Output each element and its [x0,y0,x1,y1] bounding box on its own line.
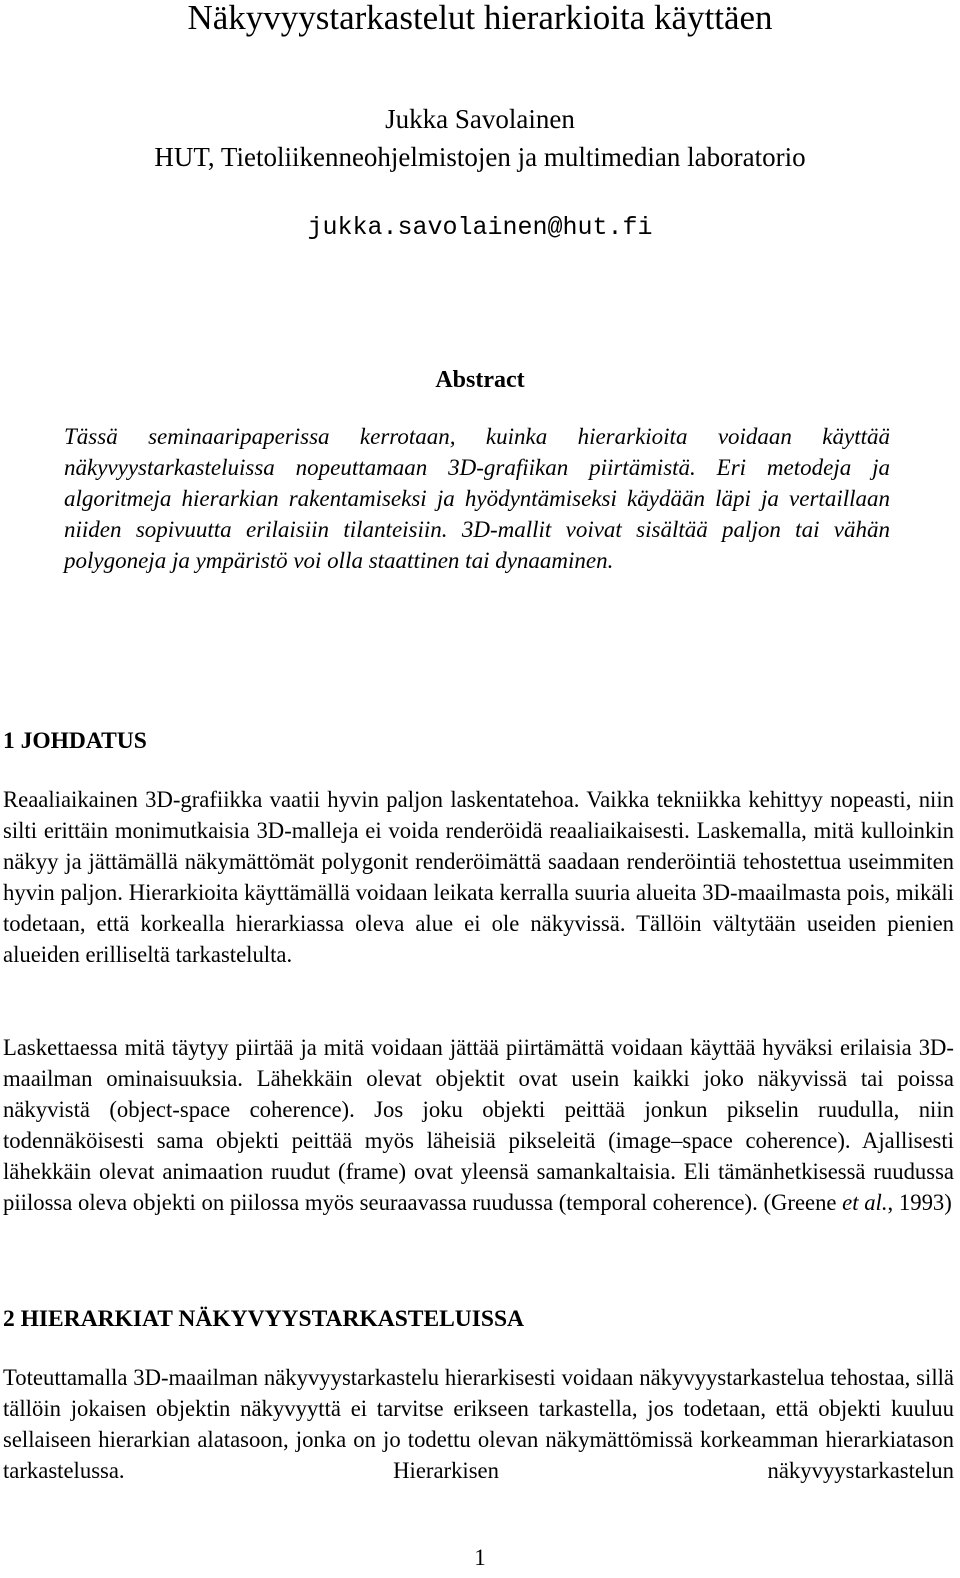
section-heading-2: 2 HIERARKIAT NÄKYVYYSTARKASTELUISSA [3,1306,525,1332]
author-affiliation: HUT, Tietoliikenneohjelmistojen ja multimedian laboratorio [154,142,806,172]
section-1-paragraph-2 [3,1032,954,1218]
section-1-paragraph-1: Reaaliaikainen 3D-grafiikka vaatii hyvin paljon laskentatehoa. Vaikka tekniikka kehittyy nopeasti, niin silti erittäin monimutkaisia 3D-malleja ei voida renderöidä reaaliaikaisesti. Laskemalla, mitä kulloinkin näkyy ja jättämällä näkymättömät polygonit renderöimättä saadaan renderöintiä tehostettua useimmiten hyvin paljon. Hierarkioita käyttämällä voidaan leikata kerralla suuria alueita 3D-maailmasta pois, mikäli todetaan, että korkealla hierarkiassa oleva alue ei ole näkyvissä. Tällöin vältytään useiden pienien alueiden erilliseltä tarkastelulta. [3,787,954,967]
abstract-text: Tässä seminaaripaperissa kerrotaan, kuinka hierarkioita voidaan käyttää näkyvyystarkasteluissa nopeuttamaan 3D-grafiikan piirtämistä. Eri metodeja ja algoritmeja hierarkian rakentamiseksi ja hyödyntämiseksi käydään läpi ja vertaillaan niiden sopivuutta erilaisiin tilanteisiin. 3D-mallit voivat sisältää paljon tai vähän polygoneja ja ympäristö voi olla staattinen tai dynaaminen. [64,424,890,573]
citation-et-al: et al. [842,1190,888,1215]
abstract-heading: Abstract [435,367,525,393]
section-heading-1: 1 JOHDATUS [3,728,147,754]
page-number: 1 [474,1545,486,1570]
section-2-paragraph-1: Toteuttamalla 3D-maailman näkyvyystarkastelu hierarkisesti voidaan näkyvyystarkastelua tehostaa, sillä tällöin jokaisen objektin näkyvyyttä ei tarvitse erikseen tarkastella, jos todetaan, että objekti kuuluu sellaiseen hierarkian alatasoon, jonka on jo todettu olevan näkymättömissä korkeamman hierarkiatason tarkastelussa. Hierarkisen näkyvyystarkastelun [3,1365,954,1483]
paper-title: Näkyvyystarkastelut hierarkioita käyttäen [187,0,773,37]
author-email: jukka.savolainen@hut.fi [307,213,653,242]
author-name: Jukka Savolainen [385,104,575,134]
citation-year: , 1993) [887,1190,952,1215]
paragraph-text: Laskettaessa mitä täytyy piirtää ja mitä voidaan jättää piirtämättä voidaan käyttää hyväksi erilaisia 3D-maailman ominaisuuksia. Lähekkäin olevat objektit ovat usein kaikki joko näkyvissä tai poissa näkyvistä (object-space coherence). Jos joku objekti peittää jonkun pikselin ruudulla, niin todennäköisesti sama objekti peittää myös läheisiä pikseleitä (image–space coherence). Ajallisesti lähekkäin olevat animaation ruudut (frame) ovat yleensä samankaltaisia. Eli tämänhetkisessä ruudussa piilossa oleva objekti on piilossa myös seuraavassa ruudussa (temporal coherence). (Greene [3,1035,954,1215]
